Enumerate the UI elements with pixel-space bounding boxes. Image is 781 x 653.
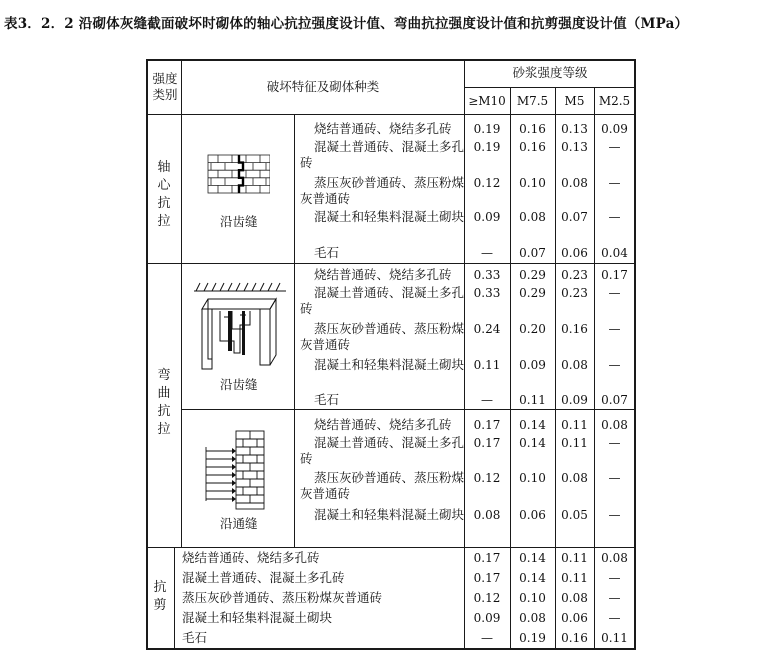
axial-r3-m25: — <box>608 176 621 190</box>
flex-teeth-r5-m10: — <box>481 393 493 407</box>
shear-row-3-desc: 蒸压灰砂普通砖、蒸压粉煤灰普通砖 <box>182 590 383 605</box>
flex-teeth-row-3-desc: 蒸压灰砂普通砖、蒸压粉煤灰普通砖 <box>300 321 465 352</box>
grade-m25: M2.5 <box>598 94 631 108</box>
axial-r3-m75: 0.10 <box>519 176 546 190</box>
shear-r1-m75: 0.14 <box>519 551 546 565</box>
flex-teeth-r3-m75: 0.20 <box>519 322 546 336</box>
shear-r4-m5: 0.06 <box>561 611 588 625</box>
shear-r2-m75: 0.14 <box>519 571 546 585</box>
axial-r1-m75: 0.16 <box>519 122 546 136</box>
flex-through-r3-m25: — <box>608 471 621 485</box>
axial-row-2-desc: 混凝土普通砖、混凝土多孔砖 <box>300 139 465 170</box>
flex-through-r1-m75: 0.14 <box>519 418 546 432</box>
flex-through-row-3-desc: 蒸压灰砂普通砖、蒸压粉煤灰普通砖 <box>300 470 465 501</box>
flex-teeth-r3-m10: 0.24 <box>473 322 501 336</box>
flex-teeth-r4-m75: 0.09 <box>519 358 546 372</box>
axial-r2-m25: — <box>608 140 621 154</box>
figure-desc-divider <box>294 114 295 547</box>
shear-r5-m75: 0.19 <box>519 631 546 645</box>
flex-through-row-1-desc: 烧结普通砖、烧结多孔砖 <box>314 417 452 432</box>
teeth-through-divider <box>181 409 636 410</box>
shear-r1-m5: 0.11 <box>561 551 588 565</box>
strength-table <box>146 59 636 650</box>
flexural-shear-divider <box>146 547 636 548</box>
table-title: 表3．2．2 沿砌体灰缝截面破坏时砌体的轴心抗拉强度设计值、弯曲抗拉强度设计值和抗剪强度设计值（MPa） <box>4 16 689 32</box>
axial-r1-m5: 0.13 <box>561 122 588 136</box>
axial-r5-m75: 0.07 <box>519 246 546 260</box>
flex-through-r2-m10: 0.17 <box>473 436 501 450</box>
grade-m10: ≥M10 <box>468 94 506 108</box>
shear-row-2-desc: 混凝土普通砖、混凝土多孔砖 <box>182 570 345 585</box>
flex-through-row-4-desc: 混凝土和轻集料混凝土砌块 <box>314 507 465 522</box>
axial-r3-m5: 0.08 <box>561 176 588 190</box>
axial-flexural-divider <box>146 263 636 264</box>
flex-teeth-r4-m10: 0.11 <box>473 358 501 372</box>
shear-r3-m25: — <box>608 591 621 605</box>
teeth-joint-flexural-figure <box>188 281 288 373</box>
axial-r2-m5: 0.13 <box>561 140 588 154</box>
flex-teeth-row-1-desc: 烧结普通砖、烧结多孔砖 <box>314 267 452 282</box>
flex-through-r2-m25: — <box>608 436 621 450</box>
grade-m5: M5 <box>564 94 585 108</box>
flex-teeth-row-5-desc: 毛石 <box>314 392 340 407</box>
axial-r3-m10: 0.12 <box>473 176 501 190</box>
flex-teeth-r2-m10: 0.33 <box>473 286 501 300</box>
axial-r5-m25: 0.04 <box>601 246 628 260</box>
grade-subdivider <box>464 87 636 88</box>
flex-through-r3-m5: 0.08 <box>561 471 588 485</box>
header-divider <box>146 114 636 115</box>
flex-teeth-r2-m5: 0.23 <box>561 286 588 300</box>
flex-teeth-r1-m75: 0.29 <box>519 268 546 282</box>
shear-label: 抗 剪 <box>153 580 167 613</box>
axial-r1-m10: 0.19 <box>473 122 501 136</box>
flex-teeth-r5-m75: 0.11 <box>519 393 546 407</box>
shear-r5-m5: 0.16 <box>561 631 588 645</box>
axial-r1-m25: 0.09 <box>601 122 628 136</box>
axial-r4-m75: 0.08 <box>519 210 546 224</box>
shear-r1-m10: 0.17 <box>473 551 501 565</box>
flex-teeth-r1-m25: 0.17 <box>601 268 628 282</box>
axial-r5-m10: — <box>481 246 493 260</box>
border-left <box>146 59 148 650</box>
axial-row-4-desc: 混凝土和轻集料混凝土砌块 <box>314 209 465 224</box>
flex-through-r4-m75: 0.06 <box>519 508 546 522</box>
flex-teeth-r5-m25: 0.07 <box>601 393 628 407</box>
flex-teeth-r3-m5: 0.16 <box>561 322 588 336</box>
through-joint-figure <box>202 427 274 511</box>
shear-r3-m5: 0.08 <box>561 591 588 605</box>
shear-r2-m10: 0.17 <box>473 571 501 585</box>
grade-m75: M7.5 <box>516 94 549 108</box>
axial-row-3-desc: 蒸压灰砂普通砖、蒸压粉煤灰普通砖 <box>300 175 465 206</box>
axial-r2-m75: 0.16 <box>519 140 546 154</box>
shear-r4-m25: — <box>608 611 621 625</box>
flexural-teeth-caption: 沿齿缝 <box>220 377 258 392</box>
flex-through-r3-m75: 0.10 <box>519 471 546 485</box>
flex-teeth-row-2-desc: 混凝土普通砖、混凝土多孔砖 <box>300 285 465 316</box>
flex-teeth-r2-m75: 0.29 <box>519 286 546 300</box>
flexural-through-caption: 沿通缝 <box>220 516 258 531</box>
shear-r5-m25: 0.11 <box>601 631 628 645</box>
shear-r4-m10: 0.09 <box>473 611 501 625</box>
border-top <box>146 59 636 61</box>
flex-teeth-r4-m5: 0.08 <box>561 358 588 372</box>
flex-teeth-r4-m25: — <box>608 358 621 372</box>
shear-r5-m10: — <box>481 631 493 645</box>
shear-r2-m25: — <box>608 571 621 585</box>
flex-through-r1-m5: 0.11 <box>561 418 588 432</box>
flex-teeth-r1-m5: 0.23 <box>561 268 588 282</box>
axial-r2-m10: 0.19 <box>473 140 501 154</box>
flex-teeth-row-4-desc: 混凝土和轻集料混凝土砌块 <box>314 357 465 372</box>
header-feature: 破坏特征及砌体种类 <box>266 79 380 94</box>
border-bottom <box>146 648 636 650</box>
axial-r4-m25: — <box>608 210 621 224</box>
flex-through-r2-m5: 0.11 <box>561 436 588 450</box>
flex-through-r4-m10: 0.08 <box>473 508 501 522</box>
header-category: 强度 类别 <box>152 71 178 102</box>
shear-r1-m25: 0.08 <box>601 551 628 565</box>
shear-r3-m10: 0.12 <box>473 591 501 605</box>
flex-through-row-2-desc: 混凝土普通砖、混凝土多孔砖 <box>300 435 465 466</box>
teeth-joint-axial-figure <box>206 149 270 199</box>
flex-through-r2-m75: 0.14 <box>519 436 546 450</box>
flex-through-r4-m25: — <box>608 508 621 522</box>
axial-label: 轴 心 抗 拉 <box>157 160 171 229</box>
flex-through-r1-m10: 0.17 <box>473 418 501 432</box>
header-mortar-grade: 砂浆强度等级 <box>512 65 588 80</box>
shear-row-5-desc: 毛石 <box>182 630 208 645</box>
axial-r4-m10: 0.09 <box>473 210 501 224</box>
axial-r4-m5: 0.07 <box>561 210 588 224</box>
axial-row-5-desc: 毛石 <box>314 245 340 260</box>
flex-teeth-r3-m25: — <box>608 322 621 336</box>
axial-r5-m5: 0.06 <box>561 246 588 260</box>
shear-r2-m5: 0.11 <box>561 571 588 585</box>
shear-row-4-desc: 混凝土和轻集料混凝土砌块 <box>182 610 333 625</box>
flex-through-r3-m10: 0.12 <box>473 471 501 485</box>
flex-teeth-r1-m10: 0.33 <box>473 268 501 282</box>
flex-through-r4-m5: 0.05 <box>561 508 588 522</box>
shear-r3-m75: 0.10 <box>519 591 546 605</box>
flex-through-r1-m25: 0.08 <box>601 418 628 432</box>
shear-r4-m75: 0.08 <box>519 611 546 625</box>
shear-row-1-desc: 烧结普通砖、烧结多孔砖 <box>182 550 320 565</box>
flexural-label: 弯 曲 抗 拉 <box>157 368 171 437</box>
axial-caption: 沿齿缝 <box>220 214 258 229</box>
col-category-divider <box>181 59 182 547</box>
flex-teeth-r2-m25: — <box>608 286 621 300</box>
axial-row-1-desc: 烧结普通砖、烧结多孔砖 <box>314 121 452 136</box>
shear-label-divider <box>174 547 175 650</box>
flex-teeth-r5-m5: 0.09 <box>561 393 588 407</box>
